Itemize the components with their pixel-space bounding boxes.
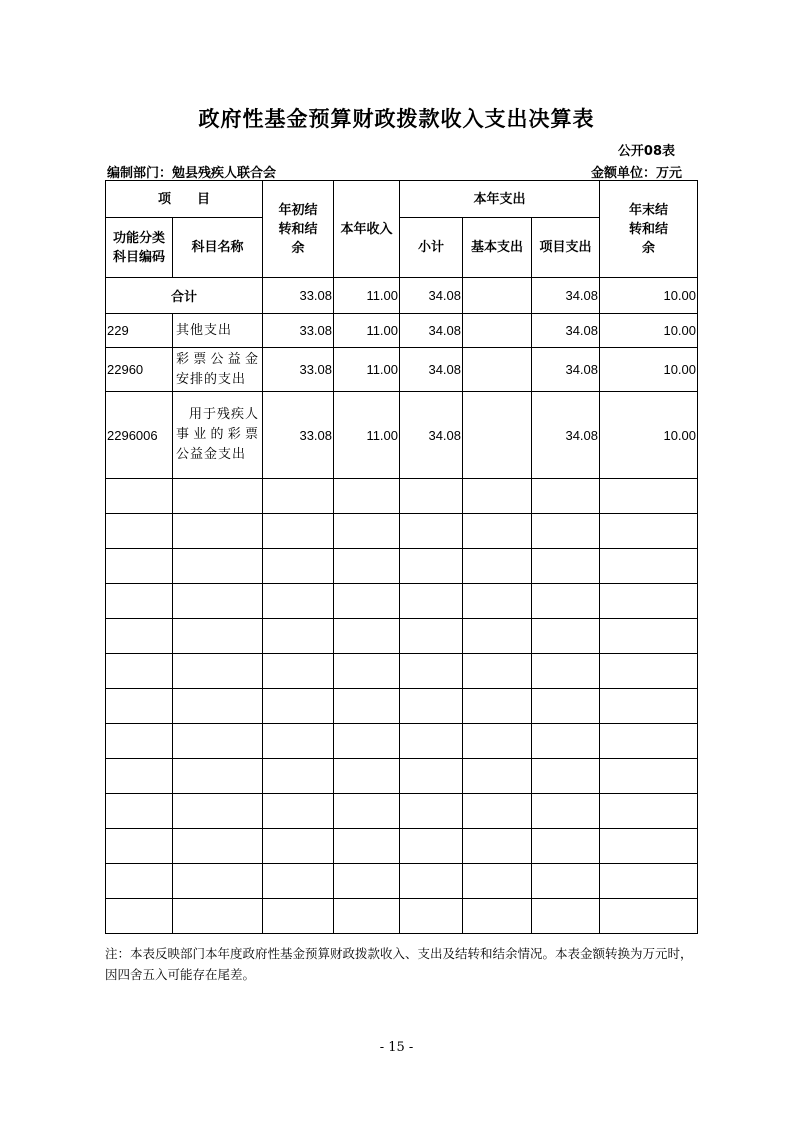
row-end-balance: 10.00 — [600, 348, 698, 392]
total-subtotal: 34.08 — [400, 278, 463, 314]
row-begin-balance: 33.08 — [263, 348, 334, 392]
table-row — [106, 392, 698, 479]
empty-row — [106, 619, 698, 654]
form-number: 公开08表 — [617, 144, 675, 159]
row-name: 彩票公益金安排的支出 — [173, 348, 263, 392]
row-begin-balance: 33.08 — [263, 314, 334, 348]
empty-row — [106, 514, 698, 549]
row-subtotal: 34.08 — [400, 314, 463, 348]
total-end-balance: 10.00 — [600, 278, 698, 314]
row-end-balance: 10.00 — [600, 314, 698, 348]
table-row — [106, 348, 698, 392]
total-begin-balance: 33.08 — [263, 278, 334, 314]
total-basic — [463, 278, 532, 314]
empty-row — [106, 479, 698, 514]
empty-row — [106, 759, 698, 794]
empty-row — [106, 794, 698, 829]
row-basic — [463, 314, 532, 348]
table-row — [106, 314, 698, 348]
row-income: 11.00 — [334, 314, 400, 348]
footnote: 注：本表反映部门本年度政府性基金预算财政拨款收入、支出及结转和结余情况。本表金额转换为万元时，因四舍五入可能存在尾差。 — [105, 946, 693, 982]
row-end-balance: 10.00 — [600, 392, 698, 479]
page-title: 政府性基金预算财政拨款收入支出决算表 — [198, 107, 595, 131]
header-income: 本年收入 — [334, 181, 400, 278]
row-code: 22960 — [106, 348, 173, 392]
row-code: 2296006 — [106, 392, 173, 479]
empty-row — [106, 899, 698, 934]
empty-row — [106, 864, 698, 899]
empty-row — [106, 584, 698, 619]
empty-row — [106, 829, 698, 864]
empty-row — [106, 689, 698, 724]
total-label: 合计 — [106, 278, 263, 314]
row-project: 34.08 — [532, 314, 600, 348]
department-label: 编制部门：勉县残疾人联合会 — [107, 166, 277, 181]
header-expenditure: 本年支出 — [400, 181, 600, 218]
row-basic — [463, 392, 532, 479]
header-item: 项 目 — [106, 181, 263, 218]
header-end-balance: 年末结转和结余 — [600, 181, 698, 278]
row-begin-balance: 33.08 — [263, 392, 334, 479]
empty-row — [106, 549, 698, 584]
empty-row — [106, 724, 698, 759]
row-project: 34.08 — [532, 348, 600, 392]
row-income: 11.00 — [334, 348, 400, 392]
empty-row — [106, 654, 698, 689]
total-row — [106, 278, 698, 314]
row-name: 其他支出 — [173, 314, 263, 348]
row-subtotal: 34.08 — [400, 392, 463, 479]
header-basic: 基本支出 — [463, 218, 532, 278]
budget-table — [105, 180, 698, 934]
row-basic — [463, 348, 532, 392]
row-code: 229 — [106, 314, 173, 348]
row-project: 34.08 — [532, 392, 600, 479]
header-subject-name: 科目名称 — [173, 218, 263, 278]
row-name: 用于残疾人事业的彩票公益金支出 — [173, 392, 263, 479]
header-project: 项目支出 — [532, 218, 600, 278]
header-begin-balance: 年初结转和结余 — [263, 181, 334, 278]
row-income: 11.00 — [334, 392, 400, 479]
header-func-code: 功能分类科目编码 — [106, 218, 173, 278]
total-income: 11.00 — [334, 278, 400, 314]
unit-label: 金额单位：万元 — [590, 166, 682, 181]
row-subtotal: 34.08 — [400, 348, 463, 392]
header-subtotal: 小计 — [400, 218, 463, 278]
page-number: - 15 - — [379, 1040, 414, 1055]
total-project: 34.08 — [532, 278, 600, 314]
